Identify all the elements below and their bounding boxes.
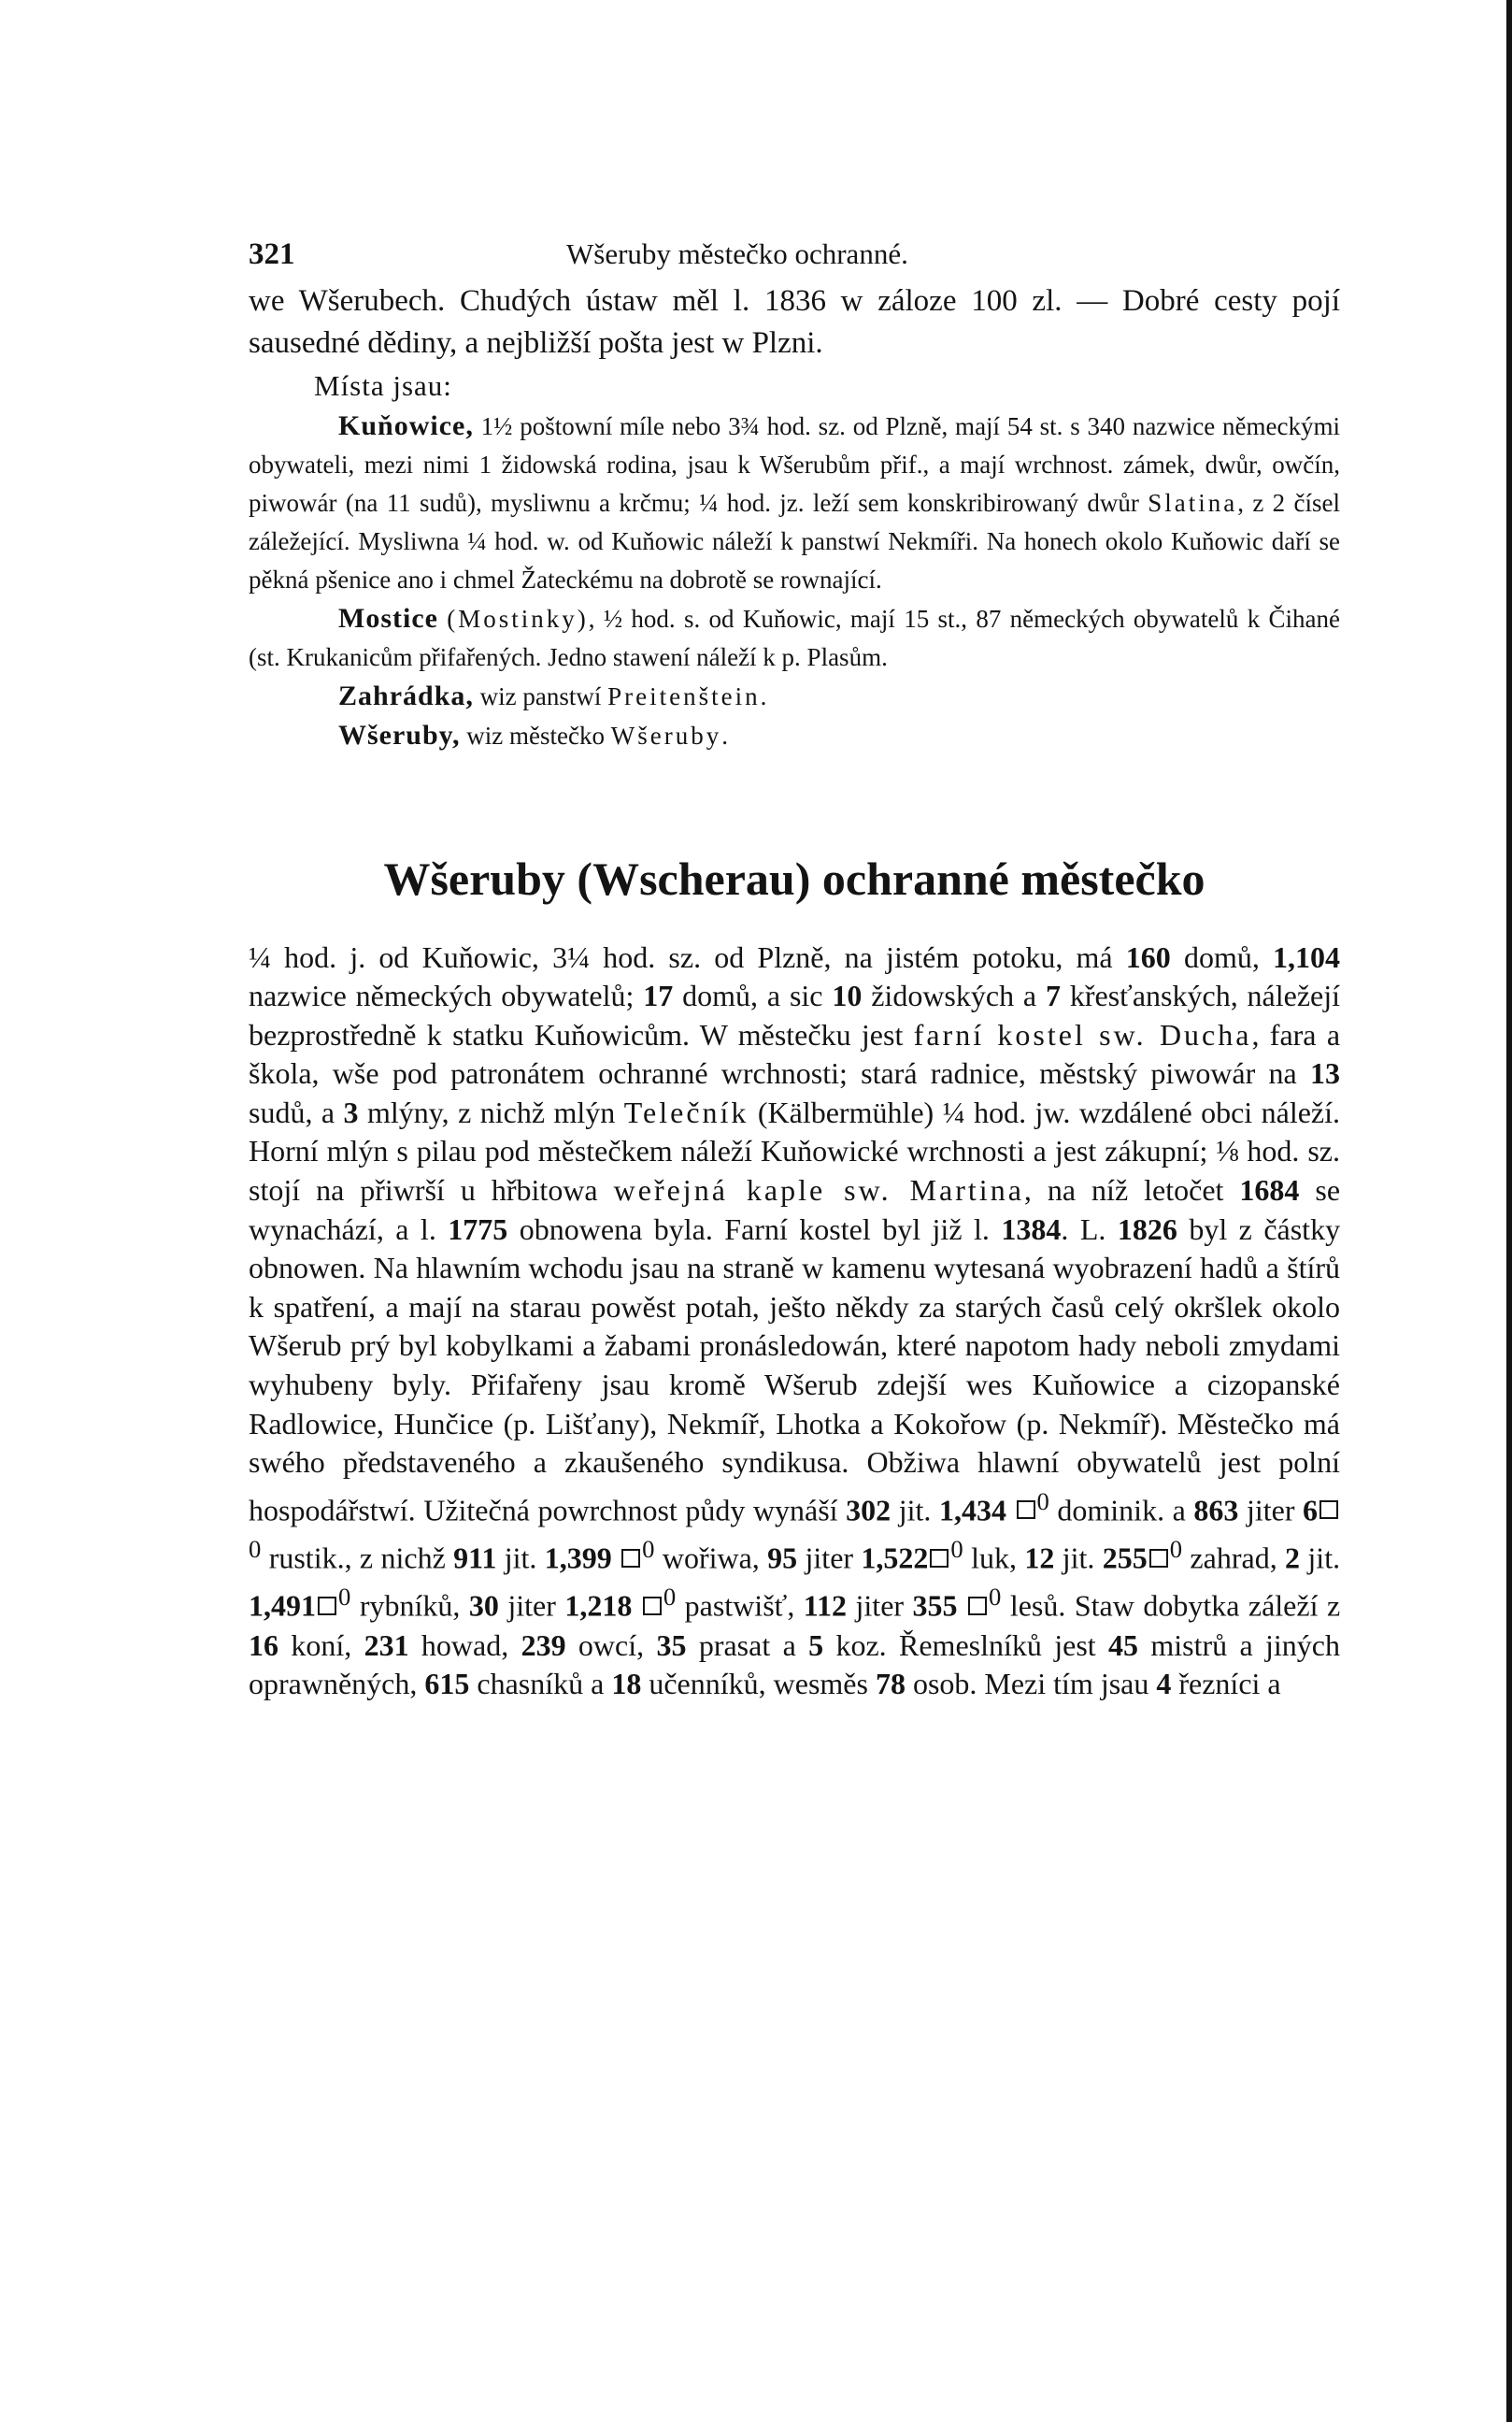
number: 18 (611, 1667, 642, 1701)
number: 1384 (1001, 1211, 1062, 1246)
place-spaced-name: Slatina (1148, 489, 1238, 517)
number: 1,522 (861, 1541, 929, 1575)
square-fathom-symbol (318, 1597, 336, 1615)
running-header (249, 224, 1340, 280)
square-fathom-symbol (621, 1549, 640, 1568)
text-run: jiter (1246, 1493, 1295, 1527)
square-fathom-symbol (1017, 1500, 1035, 1519)
number: 615 (424, 1667, 470, 1701)
text-run: mlýny, z nichž mlýn (366, 1095, 616, 1129)
number: 5 (808, 1627, 824, 1662)
text-run: byl z částky obnowen. Na hlawním wchodu jsau na straně w kamenu wytesaná wyobrazení hadů a štírů k spatření, a mají na starau powěst potah, ješto někdy za starých časů celý okršlek okolo Wšerub prý byl kobylkami a žabami pronásledowán, které napotom hady neboli zmydami wyhubeny byly. Přifařeny jsau kromě Wšerub zdejší wes Kuňowice a cizopanské Radlowice, Hunčice (p. Lišťany), Nekmíř, Lhotka a Kokořow (p. Nekmíř). Městečko má swého představeného a zkaušeného syndikusa. Obžiwa hlawní obywatelů jest polní hospodářstwí. Užitečná powrchnost půdy wynáší (249, 1211, 1341, 1527)
square-fathom-symbol (1149, 1549, 1168, 1568)
number: 231 (364, 1627, 409, 1662)
text-run: obnowena byla. Farní kostel byl již l. (519, 1211, 990, 1246)
place-name: Mostice (338, 603, 438, 634)
number: 1684 (1239, 1173, 1300, 1208)
number: 30 (468, 1588, 499, 1623)
running-title: Wšeruby městečko ochranné. (566, 237, 908, 270)
text-run: zahrad, (1190, 1541, 1277, 1575)
text-run: jit. (898, 1493, 932, 1527)
place-text: , ½ hod. s. od Kuňowic, mají 15 st., 87 německých obywatelů k Čihané (st. Krukanicům přifařených. Jedno stawení náleží k p. Plasům. (249, 605, 1341, 671)
page-edge-shadow (1506, 0, 1512, 2422)
text-run: lesů. Staw dobytka záleží z (1009, 1588, 1341, 1623)
place-name: Kuňowice, (338, 410, 474, 441)
number: 255 (1102, 1541, 1148, 1575)
place-entry-kunowice (249, 407, 1340, 599)
place-text: . (721, 722, 728, 750)
number: 6 (1303, 1493, 1319, 1527)
spaced-name-chapel: weřejná kaple sw. Martina (613, 1173, 1024, 1208)
places-heading: Místa jsau: (314, 369, 452, 402)
square-fathom-symbol (968, 1597, 987, 1615)
number: 355 (912, 1588, 958, 1623)
number: 13 (1310, 1056, 1341, 1091)
number: 1,399 (544, 1541, 612, 1575)
number: 2 (1285, 1541, 1301, 1575)
text-run: (Kälbermühle) ¼ hod. jw. wzdálené obci náleží. Horní mlýn s pilau pod městečkem náleží Kuňowické wrchnosti a jest zákupní; ⅛ hod. sz. stojí na přiwrší u hřbitowa (249, 1095, 1341, 1208)
number: 863 (1193, 1493, 1239, 1527)
number: 95 (767, 1541, 798, 1575)
number: 17 (643, 979, 674, 1013)
text-run: koní, (291, 1627, 352, 1662)
number: 10 (832, 979, 863, 1013)
book-page (249, 224, 1340, 1704)
place-text: . (760, 682, 767, 710)
place-text: wiz městečko (466, 722, 605, 750)
text-run: sudů, a (249, 1095, 335, 1129)
text-run: luk, (971, 1541, 1017, 1575)
place-spaced-name: Preitenštein (607, 682, 761, 710)
place-entry-zahradka (249, 677, 1340, 716)
number: 16 (249, 1627, 278, 1662)
number: 302 (846, 1493, 892, 1527)
text-run: osob. Mezi tím jsau (912, 1667, 1149, 1701)
number: 45 (1108, 1627, 1138, 1662)
place-entry-wseruby (249, 716, 1340, 755)
text-run: jit. (1307, 1541, 1341, 1575)
text-run: prasat a (698, 1627, 796, 1662)
text-run: jit. (1062, 1541, 1095, 1575)
place-name: Wšeruby, (338, 720, 461, 751)
place-text: 1½ poštowní míle nebo 3¾ hod. sz. od Plzně, mají 54 st. s 340 nazwice německými obywateli, mezi nimi 1 židowská rodina, jsau k Wšerubům přif., a mají wrchnost. zámek, dwůr, owčín, piwowár (na 11 sudů), mysliwnu a krčmu; ¼ hod. jz. leží sem konskribirowaný dwůr (249, 412, 1341, 517)
number: 112 (803, 1588, 848, 1623)
number: 1,104 (1273, 939, 1340, 974)
square-fathom-symbol (643, 1597, 662, 1615)
text-run: nazwice německých obywatelů; (249, 979, 635, 1013)
square-fathom-symbol (930, 1549, 949, 1568)
text-run: řezníci a (1178, 1667, 1281, 1701)
square-fathom-symbol (1319, 1500, 1338, 1519)
text-run: jiter (805, 1541, 854, 1575)
place-text: wiz panstwí (479, 682, 602, 710)
text-run: ¼ hod. j. od Kuňowic, 3¼ hod. sz. od Plzně, na jistém potoku, má (249, 939, 1113, 974)
text-run: chasníků a (477, 1667, 605, 1701)
text-run: pastwišť, (684, 1588, 795, 1623)
text-run: howad, (421, 1627, 509, 1662)
number: 239 (521, 1627, 566, 1662)
text-run: , na níž letočet (1023, 1173, 1224, 1208)
number: 78 (875, 1667, 906, 1701)
number: 1,434 (938, 1493, 1006, 1527)
text-run: jit. (504, 1541, 537, 1575)
place-entry-mostice (249, 599, 1340, 677)
text-run: dominik. a (1057, 1493, 1186, 1527)
number: 1,491 (249, 1588, 316, 1623)
text-run: domů, a sic (682, 979, 823, 1013)
number: 160 (1125, 939, 1171, 974)
main-paragraph: ¼ hod. j. od Kuňowic, 3¼ hod. sz. od Plzně, na jistém potoku, má 160 domů, 1,104 nazwice německých obywatelů; 17 domů, a sic 10 židowských a 7 křesťanských, náležejí bezprostředně k statku Kuňowicům. W městečku jest farní kostel sw. Ducha, fara a škola, wše pod patronátem ochranné wrchnosti; stará radnice, městský piwowár na 13 sudů, a 3 mlýny, z nichž mlýn Telečník (Kälbermühle) ¼ hod. jw. wzdálené obci náleží. Horní mlýn s pilau pod městečkem náleží Kuňowické wrchnosti a jest zákupní; ⅛ hod. sz. stojí na přiwrší u hřbitowa weřejná kaple sw. Martina, na níž letočet 1684 se wynachází, a l. 1775 obnowena byla. Farní kostel byl již l. 1384. L. 1826 byl z částky obnowen. Na hlawním wchodu jsau na straně w kamenu wytesaná wyobrazení hadů a štírů k spatření, a mají na starau powěst potah, ješto někdy za starých časů celý okršlek okolo Wšerub prý byl kobylkami a žabami pronásledowán, které napotom hady neboli zmydami wyhubeny byly. Přifařeny jsau kromě Wšerub zdejší wes Kuňowice a cizopanské Radlowice, Hunčice (p. Lišťany), Nekmíř, Lhotka a Kokořow (p. Nekmíř). Městečko má swého představeného a zkaušeného syndikusa. Obžiwa hlawní obywatelů jest polní hospodářstwí. Užitečná powrchnost půdy wynáší 302 jit. 1,434 $^0$ dominik. a 863 jiter $6^0$ rustik., z nichž 911 jit. 1,399 $^0$ wořiwa, 95 jiter 1,522 $^0$ luk, 12 jit. 255 $^0$ zahrad, 2 jit. 1,491 $^0$ rybníků, 30 jiter 1,218 $^0$ pastwišť, 112 jiter 355 $^0$ lesů. Staw dobytka záleží z 16 koní, 231 howad, 239 owcí, 35 prasat a 5 koz. Řemeslníků jest 45 mistrů a jiných oprawněných, 615 chasníků a 18 učenníků, wesměs 78 osob. Mezi tím jsau 4 řezníci a (249, 939, 1341, 1701)
section-title: Wšeruby (Wscherau) ochranné městečko (383, 853, 1205, 905)
number: 3 (343, 1095, 359, 1129)
spaced-name-mill: Telečník (623, 1095, 749, 1129)
text-run: rustik., z nichž (268, 1541, 446, 1575)
text-run: . L. (1061, 1211, 1106, 1246)
page-number: 321 (249, 237, 295, 271)
number: 911 (453, 1541, 497, 1575)
text-run: židowských a (871, 979, 1037, 1013)
text-run: koz. Řemeslníků jest (835, 1627, 1096, 1662)
place-name: Zahrádka, (338, 681, 474, 711)
number: 4 (1156, 1667, 1172, 1701)
continued-paragraph: we Wšerubech. Chudých ústaw měl l. 1836 w záloze 100 zl. — Dobré cesty pojí sausedné dědiny, a nejbližší pošta jest w Plzni. (249, 284, 1340, 360)
spaced-name-church: farní kostel sw. Ducha (913, 1017, 1252, 1052)
text-run: učenníků, wesměs (649, 1667, 868, 1701)
number: 1775 (448, 1211, 508, 1246)
text-run: křesťanských, náležejí bezprostředně k statku Kuňowicům. W městečku jest (249, 979, 1341, 1052)
text-run: jiter (855, 1588, 905, 1623)
text-run: , fara a škola, wše pod patronátem ochranné wrchnosti; stará radnice, městský piwowár na (249, 1017, 1341, 1091)
text-run: owcí, (578, 1627, 645, 1662)
number: 1,218 (564, 1588, 633, 1623)
place-text: , z 2 čísel záležející. Mysliwna ¼ hod. w. od Kuňowic náleží k panstwí Nekmíři. Na honech okolo Kuňowic daří se pěkná pšenice ano i chmel Žateckému na dobrotě se rownající. (249, 489, 1340, 594)
number: 1826 (1117, 1211, 1177, 1246)
text-run: jiter (507, 1588, 556, 1623)
number: 7 (1046, 979, 1061, 1013)
place-spaced-name: Wšeruby (610, 722, 722, 750)
text-run: wořiwa, (662, 1541, 760, 1575)
text-run: mistrů a jiných oprawněných, (249, 1627, 1340, 1701)
text-run: se wynachází, a l. (249, 1173, 1341, 1246)
number: 35 (656, 1627, 687, 1662)
place-spaced-name: (Mostinky) (447, 605, 589, 633)
number: 12 (1024, 1541, 1055, 1575)
text-run: domů, (1183, 939, 1260, 974)
text-run: rybníků, (359, 1588, 461, 1623)
